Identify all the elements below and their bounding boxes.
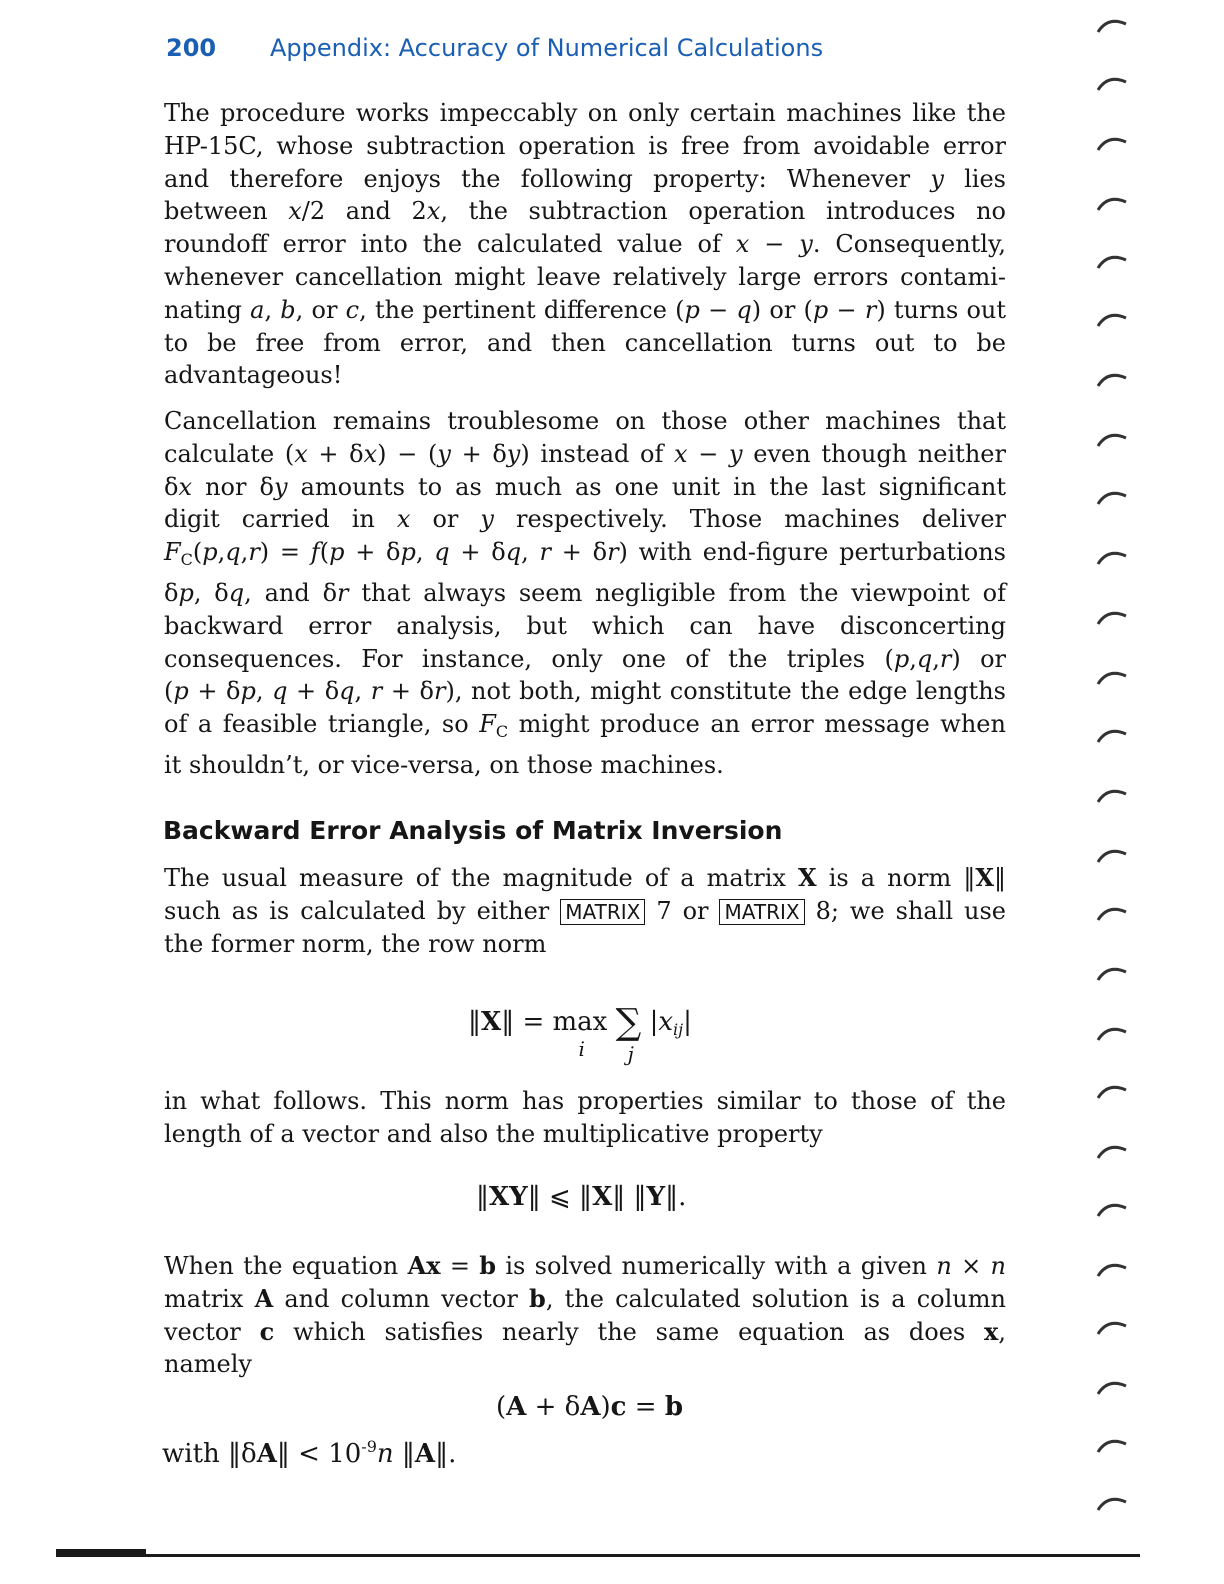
row-norm-equation: ‖X‖ = max i ∑ j $|x_{ij}|$ (468, 1002, 692, 1066)
p4-line: in what follows. This norm has properties similar to those of the (164, 1087, 1006, 1115)
spiral-ring (1094, 424, 1134, 454)
perturbed-system-equation: (A + δA)c = b (496, 1392, 684, 1422)
p1-line: roundoff error into the calculated value of x − y. Consequently, (164, 230, 1006, 259)
p2-line: backward error analysis, but which can have disconcerting (164, 611, 1006, 640)
p1-line: HP-15C, whose subtraction operation is free from avoidable error (164, 131, 1006, 160)
spiral-ring (1094, 364, 1134, 394)
paragraph-4 (164, 1085, 1006, 1151)
spiral-ring (1094, 1076, 1134, 1106)
spiral-ring (1094, 1430, 1134, 1460)
spiral-ring (1094, 720, 1134, 750)
page-number: 200 (166, 34, 217, 62)
spiral-ring (1094, 68, 1134, 98)
spiral-ring (1094, 602, 1134, 632)
p2-line: $F_C(p,q,r) = f(p + \delta p$, q + δq, r + δr) with end-figure perturbations (164, 538, 1006, 570)
spiral-ring (1094, 1018, 1134, 1048)
p2-line: of a feasible triangle, so $F_C$ might produce an error message when (164, 710, 1006, 742)
p3-line: such as is calculated by either MATRIX 7 or MATRIX 8; we shall use (164, 896, 1007, 925)
p2-line: it shouldn’t, or vice-versa, on those machines. (164, 750, 724, 779)
paragraph-1 (164, 97, 1006, 392)
spiral-ring (1094, 840, 1134, 870)
spiral-ring (1094, 1254, 1134, 1284)
p1-line: nating a, b, or c, the pertinent difference (p − q) or (p − r) turns out (164, 295, 1007, 324)
spiral-ring (1094, 662, 1134, 692)
spiral-ring (1094, 10, 1134, 40)
p1-line: to be free from error, and then cancellation turns out to be (164, 328, 1006, 357)
p4-line: length of a vector and also the multiplicative property (164, 1119, 823, 1148)
section-heading: Backward Error Analysis of Matrix Inversion (163, 816, 783, 845)
p5-line: vector c which satisfies nearly the same equation as does x, (164, 1316, 1006, 1346)
chapter-title: Appendix: Accuracy of Numerical Calculations (270, 34, 824, 62)
p1-line: and therefore enjoys the following property: Whenever y lies (164, 164, 1006, 193)
spiral-ring (1094, 304, 1134, 334)
spiral-ring (1094, 1372, 1134, 1402)
p2-line: δp, δq, and δr that always seem negligible from the viewpoint of (164, 578, 1006, 607)
matrix-key: MATRIX (560, 899, 645, 925)
p5-line: When the equation Ax = b is solved numerically with a given n × n (164, 1251, 1006, 1280)
p1-line: whenever cancellation might leave relatively large errors contami- (164, 262, 1006, 291)
p5-line: namely (164, 1350, 252, 1379)
p1-line: advantageous! (164, 361, 343, 390)
p3-line: the former norm, the row norm (164, 929, 547, 958)
spiral-ring (1094, 188, 1134, 218)
p2-line: calculate (x + δx) − (y + δy) instead of x − y even though neither (164, 439, 1006, 468)
p1-line: The procedure works impeccably on only certain machines like the (164, 99, 1006, 127)
spiral-ring (1094, 1194, 1134, 1224)
paragraph-2 (164, 405, 1006, 782)
p2-line: Cancellation remains troublesome on those other machines that (164, 407, 1006, 435)
spiral-ring (1094, 958, 1134, 988)
p5-line: matrix A and column vector b, the calculated solution is a column (164, 1283, 1006, 1313)
running-header (166, 34, 824, 62)
spiral-ring (1094, 1136, 1134, 1166)
p2-line: consequences. For instance, only one of the triples (p,q,r) or (164, 644, 1006, 673)
paragraph-5 (164, 1250, 1006, 1381)
perturbation-bound: with ‖δA‖ < $10^{-9}n$ ‖A‖. (162, 1437, 457, 1469)
p2-line: (p + δp, q + δq, r + δr), not both, might constitute the edge lengths (164, 677, 1006, 706)
p1-line: between x/2 and 2x, the subtraction operation introduces no (164, 197, 1007, 226)
spiral-ring (1094, 1312, 1134, 1342)
spiral-ring (1094, 482, 1134, 512)
spiral-ring (1094, 1488, 1134, 1518)
spiral-ring (1094, 128, 1134, 158)
spiral-ring (1094, 246, 1134, 276)
spiral-ring (1094, 780, 1134, 810)
matrix-key: MATRIX (719, 899, 804, 925)
p2-line: δx nor δy amounts to as much as one unit in the last significant (164, 472, 1006, 501)
multiplicative-property-equation: ‖XY‖ ⩽ ‖X‖ ‖Y‖. (476, 1182, 687, 1212)
spiral-ring (1094, 898, 1134, 928)
spiral-ring (1094, 542, 1134, 572)
p3-line: The usual measure of the magnitude of a matrix X is a norm ‖X‖ (164, 863, 1006, 892)
bottom-rule (56, 1554, 1140, 1557)
paragraph-3 (164, 862, 1006, 960)
p2-line: digit carried in x or y respectively. Those machines deliver (164, 505, 1006, 534)
